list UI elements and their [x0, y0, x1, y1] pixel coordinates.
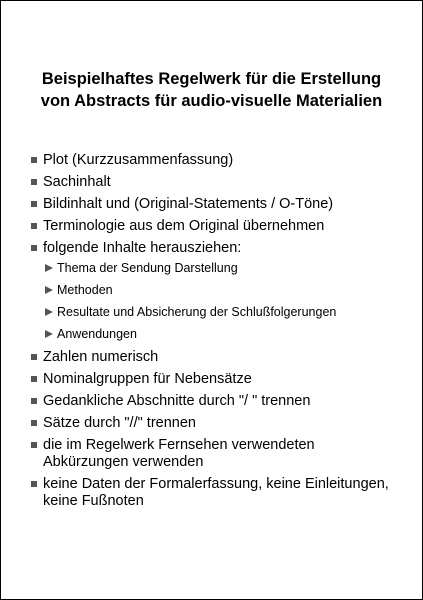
triangle-bullet-icon — [45, 308, 53, 316]
list-item — [31, 437, 403, 471]
list-item — [31, 476, 403, 510]
title-line-2: von Abstracts für audio-visuelle Materialien — [40, 92, 383, 110]
list-item-text: keine Daten der Formalerfassung, keine Einleitungen, keine Fußnoten — [43, 476, 389, 509]
square-bullet-icon — [31, 442, 37, 448]
list-item-text: folgende Inhalte herausziehen: — [43, 240, 242, 256]
list-item — [31, 152, 403, 169]
list-item-text: die im Regelwerk Fernsehen verwendeten Abkürzungen verwenden — [43, 437, 315, 470]
list-item — [31, 349, 403, 366]
square-bullet-icon — [31, 245, 37, 251]
square-bullet-icon — [31, 398, 37, 404]
list-item — [31, 240, 403, 342]
list-item-text: Plot (Kurzzusammenfassung) — [43, 152, 234, 168]
list-item-text: Sätze durch "//" trennen — [43, 415, 196, 431]
triangle-bullet-icon — [45, 286, 53, 294]
square-bullet-icon — [31, 179, 37, 185]
sub-list-item — [43, 261, 403, 276]
title-line-1: Beispielhaftes Regelwerk für die Erstellung — [41, 70, 382, 88]
sub-list-item — [43, 283, 403, 298]
list-item — [31, 196, 403, 213]
square-bullet-icon — [31, 223, 37, 229]
sub-list — [43, 261, 403, 342]
list-item — [31, 415, 403, 432]
list-item-text: Nominalgruppen für Nebensätze — [43, 371, 252, 387]
square-bullet-icon — [31, 481, 37, 487]
square-bullet-icon — [31, 376, 37, 382]
list-item — [31, 371, 403, 388]
list-item-text: Terminologie aus dem Original übernehmen — [43, 218, 325, 234]
rules-list — [31, 152, 403, 515]
list-item — [31, 393, 403, 410]
square-bullet-icon — [31, 201, 37, 207]
sub-list-item-text: Thema der Sendung Darstellung — [57, 261, 238, 275]
list-item-text: Sachinhalt — [43, 174, 111, 190]
list-item-text: Bildinhalt und (Original-Statements / O-Töne) — [43, 196, 334, 212]
sub-list-item-text: Anwendungen — [57, 327, 137, 341]
square-bullet-icon — [31, 420, 37, 426]
page-title — [1, 68, 422, 112]
sub-list-item — [43, 305, 403, 320]
square-bullet-icon — [31, 157, 37, 163]
triangle-bullet-icon — [45, 330, 53, 338]
sub-list-item — [43, 327, 403, 342]
square-bullet-icon — [31, 354, 37, 360]
sub-list-item-text: Resultate und Absicherung der Schlußfolgerungen — [57, 305, 337, 319]
triangle-bullet-icon — [45, 264, 53, 272]
list-item-text: Zahlen numerisch — [43, 349, 159, 365]
list-item-text: Gedankliche Abschnitte durch "/ " trennen — [43, 393, 311, 409]
list-item — [31, 218, 403, 235]
sub-list-item-text: Methoden — [57, 283, 113, 297]
list-item — [31, 174, 403, 191]
